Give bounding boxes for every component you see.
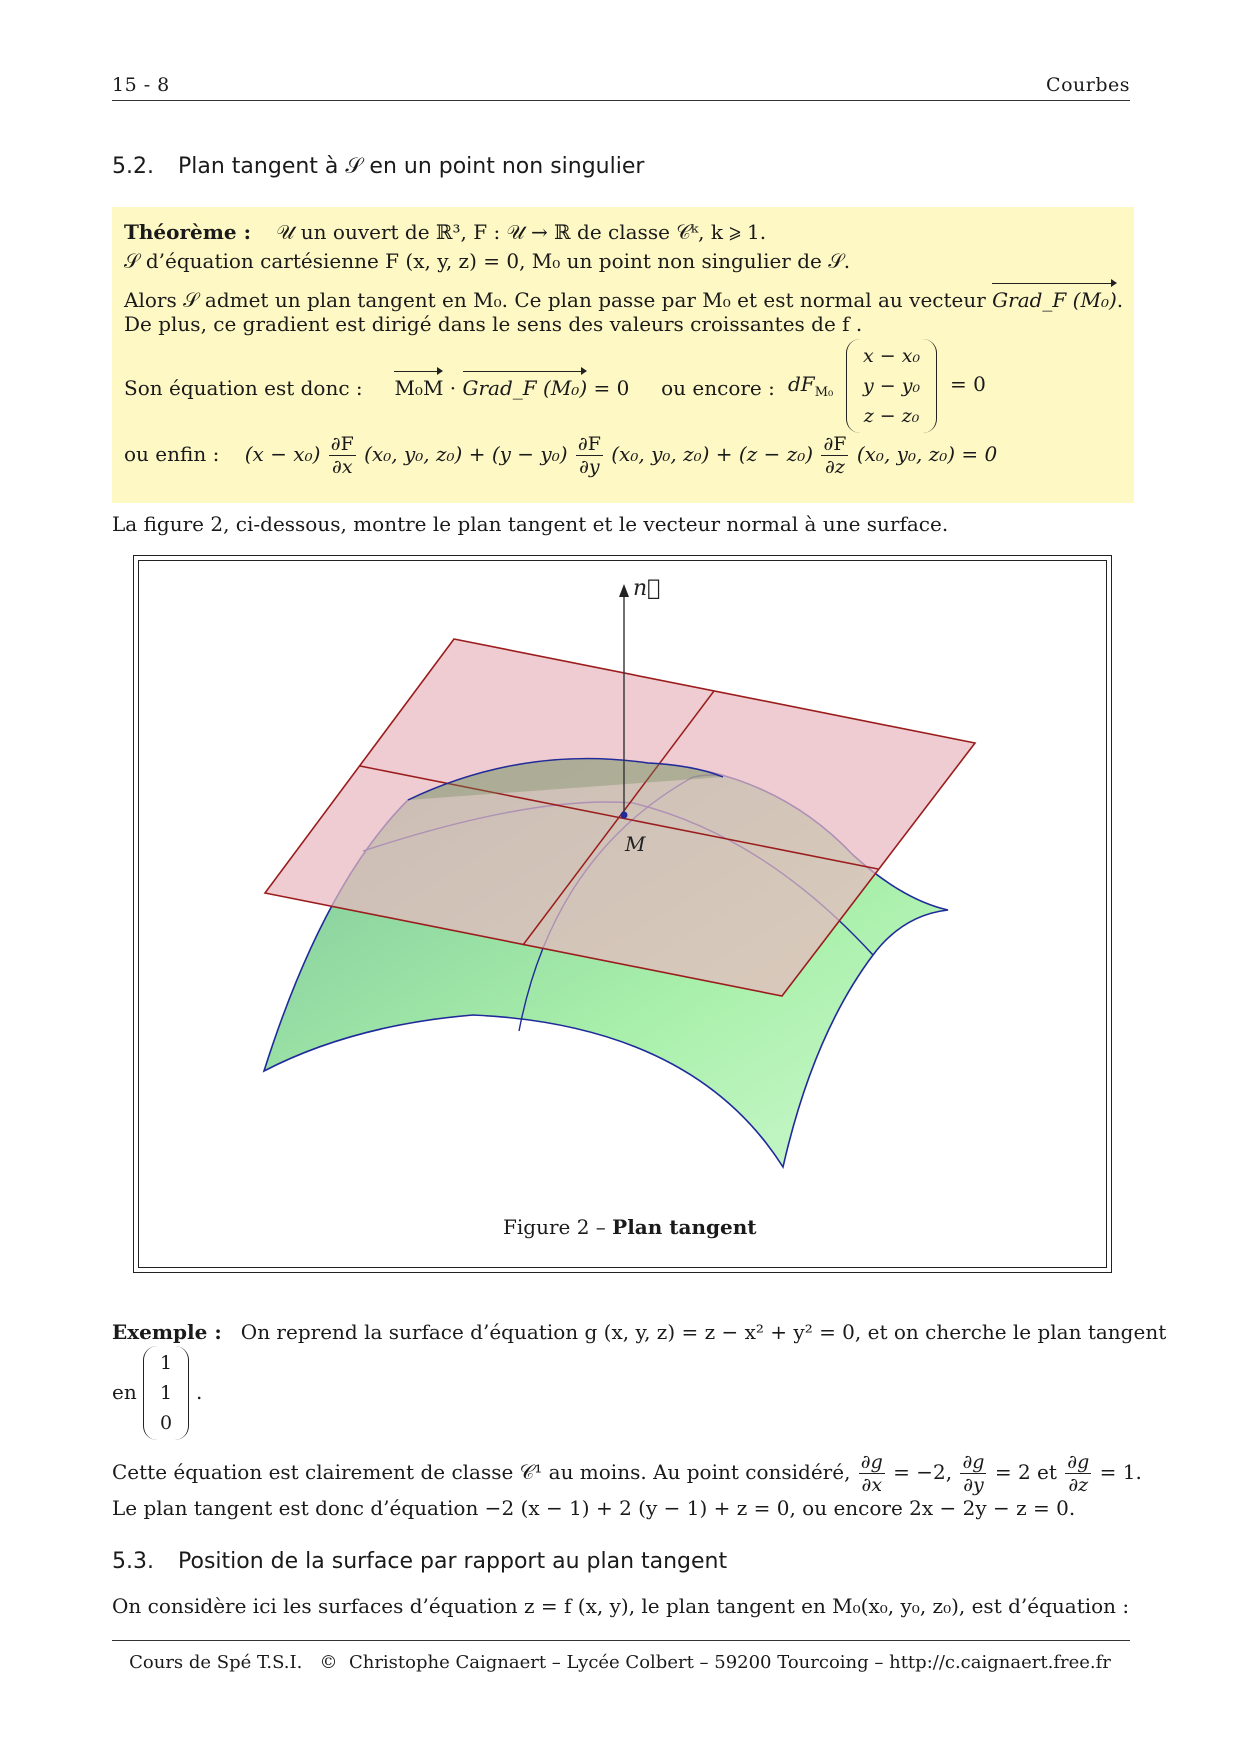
- figure-intro: La figure 2, ci-dessous, montre le plan tangent et le vecteur normal à une surface.: [112, 512, 949, 536]
- section-number: 5.3.: [112, 1549, 154, 1574]
- point-coord: 0: [160, 1412, 173, 1434]
- header-rule: [112, 100, 1130, 101]
- frac-den: ∂y: [579, 456, 600, 478]
- frac-den: ∂y: [963, 1474, 984, 1496]
- section-title: Position de la surface par rapport au plan tangent: [178, 1549, 728, 1574]
- or-again: ou encore :: [661, 376, 775, 400]
- term-4: (x₀, y₀, z₀) = 0: [856, 442, 998, 466]
- theorem-label: Théorème :: [124, 220, 251, 244]
- term-3: (x₀, y₀, z₀) + (z − z₀): [611, 442, 814, 466]
- example-en: en: [112, 1380, 137, 1404]
- example-class-text: Cette équation est clairement de classe 𝒞¹ au moins. Au point considéré,: [112, 1460, 851, 1484]
- gradient-vector-eq: Grad_F (M₀): [463, 369, 588, 403]
- frac-num: ∂g: [962, 1451, 985, 1473]
- dF-subscript: M₀: [814, 385, 834, 400]
- term-1: (x − x₀): [244, 442, 321, 466]
- example-text: On reprend la surface d’équation g (x, y, z) = z − x² + y² = 0, et on cherche le plan tangent: [240, 1320, 1167, 1344]
- frac-den: ∂x: [861, 1474, 883, 1496]
- partial-g-x: [859, 1451, 885, 1496]
- column-vector: [846, 339, 937, 433]
- partial-g-y: [960, 1451, 986, 1496]
- frac-num: ∂F: [823, 433, 847, 455]
- point-coord: 1: [160, 1352, 173, 1374]
- point-M: [621, 812, 628, 819]
- frac-den: ∂z: [1068, 1474, 1089, 1496]
- frac-num: ∂F: [577, 433, 601, 455]
- theorem-final-equation: [124, 433, 997, 478]
- period: .: [1116, 288, 1124, 312]
- example-line-3: Le plan tangent est donc d’équation −2 (x − 1) + 2 (y − 1) + z = 0, ou encore 2x − 2y − z = 0.: [112, 1496, 1076, 1520]
- col-entry: x − x₀: [863, 345, 921, 367]
- footer-rule: [112, 1640, 1130, 1641]
- section-title: Plan tangent à 𝒮 en un point non singulier: [178, 154, 645, 179]
- partial-dx: [329, 433, 356, 478]
- col-entry: y − y₀: [863, 375, 921, 397]
- differential: [788, 369, 833, 408]
- example-line-2: [112, 1451, 1142, 1496]
- value-y: = 2 et: [994, 1460, 1057, 1484]
- footer: Cours de Spé T.S.I. © Christophe Caignaert – Lycée Colbert – 59200 Tourcoing – http://c.caignaert.free.fr: [129, 1652, 1111, 1673]
- frac-num: ∂g: [1067, 1451, 1090, 1473]
- partial-dy: [576, 433, 603, 478]
- theorem-hypothesis: 𝒰 un ouvert de ℝ³, F : 𝒰 → ℝ de classe 𝒞ᵏ, k ⩾ 1.: [276, 220, 767, 244]
- frac-den: ∂z: [825, 456, 845, 478]
- partial-dz: [821, 433, 848, 478]
- value-z: = 1.: [1099, 1460, 1142, 1484]
- caption-title: Plan tangent: [612, 1215, 757, 1239]
- eq-intro: Son équation est donc :: [124, 376, 363, 400]
- eq-rhs: = 0: [593, 376, 630, 400]
- theorem-line-4: De plus, ce gradient est dirigé dans le sens des valeurs croissantes de f .: [124, 312, 863, 336]
- normal-label: n⃗: [633, 576, 661, 601]
- theorem-line-1: [124, 217, 766, 247]
- normal-arrow-head: [619, 584, 629, 597]
- theorem-line-2: 𝒮 d’équation cartésienne F (x, y, z) = 0, M₀ un point non singulier de 𝒮.: [124, 249, 851, 273]
- finally-label: ou enfin :: [124, 442, 220, 466]
- col-rhs: = 0: [950, 372, 986, 396]
- frac-den: ∂x: [332, 456, 353, 478]
- partial-g-z: [1065, 1451, 1091, 1496]
- chapter-title: Courbes: [1046, 74, 1130, 96]
- point-coord: 1: [160, 1382, 173, 1404]
- dF-symbol: dF: [788, 372, 815, 396]
- col-entry: z − z₀: [863, 405, 920, 427]
- figure-caption: [503, 1212, 756, 1242]
- point-end: .: [196, 1380, 203, 1404]
- point-label: M: [625, 832, 646, 856]
- caption-prefix: Figure 2 –: [503, 1215, 606, 1239]
- section-number: 5.2.: [112, 154, 154, 179]
- frac-num: ∂F: [330, 433, 354, 455]
- tangent-plane-figure: [133, 555, 1112, 1273]
- value-x: = −2,: [893, 1460, 953, 1484]
- example-line-1: [112, 1317, 1166, 1347]
- example-point: [143, 1346, 189, 1440]
- dot-operator: ·: [449, 376, 457, 400]
- term-2: (x₀, y₀, z₀) + (y − y₀): [364, 442, 568, 466]
- theorem-equation-row: [124, 369, 775, 403]
- vector-M0M: M₀M: [394, 369, 443, 403]
- page-number: 15 - 8: [112, 74, 170, 96]
- example-label: Exemple :: [112, 1320, 222, 1344]
- theorem-conclusion: Alors 𝒮 admet un plan tangent en M₀. Ce plan passe par M₀ et est normal au vecteur: [124, 288, 986, 312]
- frac-num: ∂g: [860, 1451, 883, 1473]
- gradient-vector: Grad_F (M₀): [992, 281, 1117, 315]
- section-53-text: On considère ici les surfaces d’équation z = f (x, y), le plan tangent en M₀(x₀, y₀, z₀), est d’équation :: [112, 1594, 1130, 1618]
